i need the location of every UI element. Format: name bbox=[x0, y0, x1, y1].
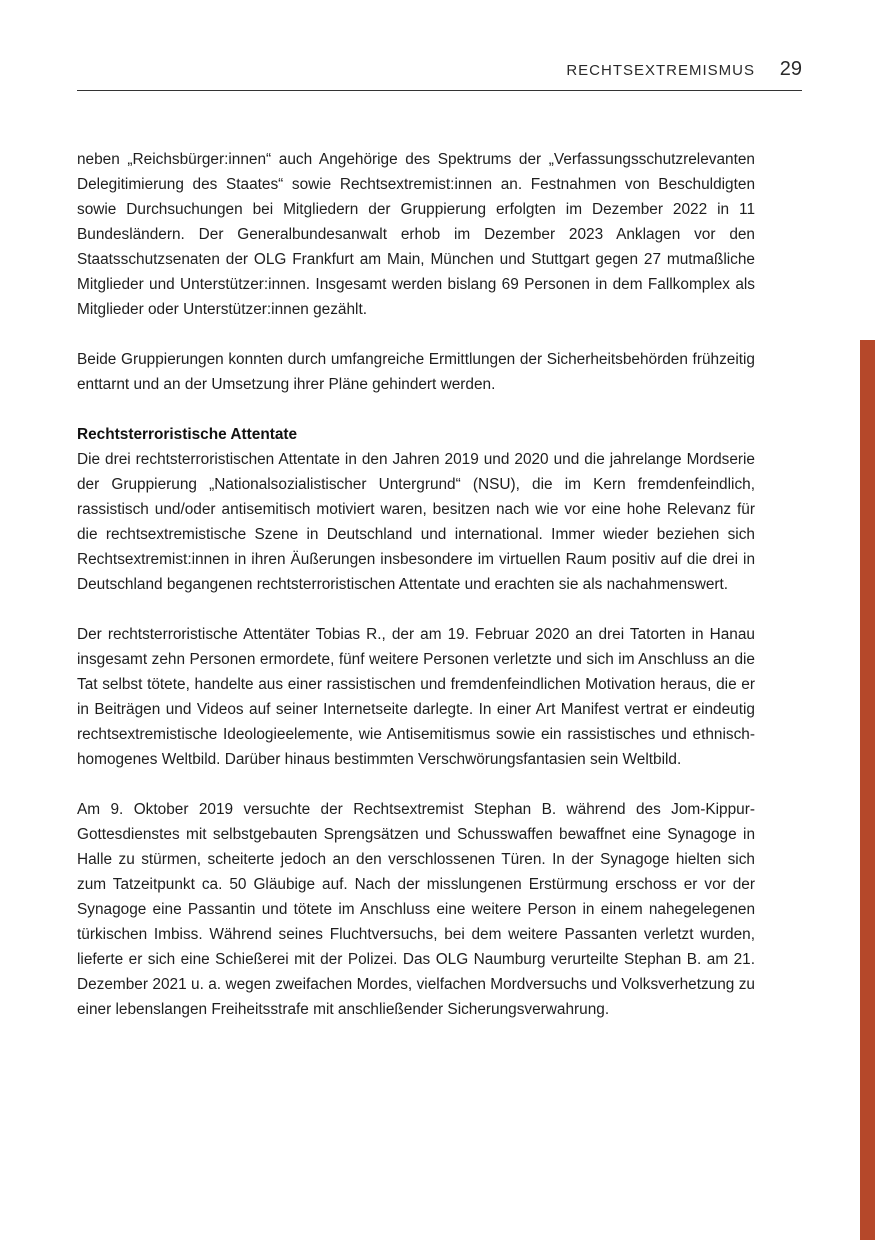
chapter-color-bar bbox=[860, 340, 875, 1240]
paragraph-gruppierungen: Beide Gruppierungen konnten durch umfangreiche Ermittlungen der Sicherheitsbehörden frühzeitig enttarnt und an der Umsetzung ihrer Pläne gehindert werden. bbox=[77, 351, 755, 393]
section-heading: Rechtsterroristische Attentate bbox=[77, 426, 298, 443]
paragraph-attentate: Die drei rechtsterroristischen Attentate in den Jahren 2019 und 2020 und die jahrelange Mordserie der Gruppierung „Nationalsozialistischer Untergrund“ (NSU), die im Kern fremdenfeindlich, rassistisch und/oder antisemitisch motiviert waren, besitzen nach wie vor eine hohe Relevanz für die rechtsextremistische Szene in Deutschland und international. Immer wieder beziehen sich Rechtsextremist:innen in ihren Äußerungen insbesondere im virtuellen Raum positiv auf die drei in Deutschland begangenen rechtsterroristischen Attentate und erachten sie als nachahmenswert. bbox=[77, 451, 755, 593]
paragraph-hanau: Der rechtsterroristische Attentäter Tobias R., der am 19. Februar 2020 an drei Tatorten in Hanau insgesamt zehn Personen ermordete, fünf weitere Personen verletzte und sich im Anschluss an die Tat selbst tötete, handelte aus einer rassistischen und fremdenfeindlichen Motivation heraus, die er in Beiträgen und Videos auf seiner Internetseite darlegte. In einer Art Manifest vertrat er eindeutig rechtsextremistische Ideologieelemente, wie Antisemitismus sowie ein rassistisches und ethnisch-homogenes Weltbild. Darüber hinaus bestimmten Verschwörungsfantasien sein Weltbild. bbox=[77, 626, 755, 768]
paragraph-reichsbuerger: neben „Reichsbürger:innen“ auch Angehörige des Spektrums der „Verfassungsschutzrelevanten Delegitimierung des Staates“ sowie Rechtsextremist:innen an. Festnahmen von Beschuldigten sowie Durchsuchungen bei Mitgliedern der Gruppierung erfolgten im Dezember 2022 in 11 Bundesländern. Der Generalbundesanwalt erhob im Dezember 2023 Anklagen vor den Staatsschutzsenaten der OLG Frankfurt am Main, München und Stuttgart gegen 27 mutmaßliche Mitglieder und Unterstützer:innen. Insgesamt werden bislang 69 Personen in dem Fallkomplex als Mitglieder oder Unterstützer:innen gezählt. bbox=[77, 151, 755, 318]
page-header bbox=[77, 56, 802, 91]
page-number: 29 bbox=[779, 58, 802, 80]
paragraph-halle: Am 9. Oktober 2019 versuchte der Rechtsextremist Stephan B. während des Jom-Kippur-Gottesdienstes mit selbstgebauten Sprengsätzen und Schusswaffen bewaffnet eine Synagoge in Halle zu stürmen, scheiterte jedoch an den verschlossenen Türen. In der Synagoge hielten sich zum Tatzeitpunkt ca. 50 Gläubige auf. Nach der misslungenen Erstürmung erschoss er vor der Synagoge eine Passantin und tötete im Anschluss eine weitere Person in einem nahegelegenen türkischen Imbiss. Während seines Fluchtversuchs, bei dem weitere Passanten verletzt wurden, lieferte er sich eine Schießerei mit der Polizei. Das OLG Naumburg verurteilte Stephan B. am 21. Dezember 2021 u. a. wegen zweifachen Mordes, vielfachen Mordversuchs und Volksverhetzung zu einer lebenslangen Freiheitsstrafe mit anschließender Sicherungsverwahrung. bbox=[77, 801, 755, 1018]
running-header-title: RECHTSEXTREMISMUS bbox=[566, 62, 755, 79]
main-text bbox=[77, 147, 755, 1022]
